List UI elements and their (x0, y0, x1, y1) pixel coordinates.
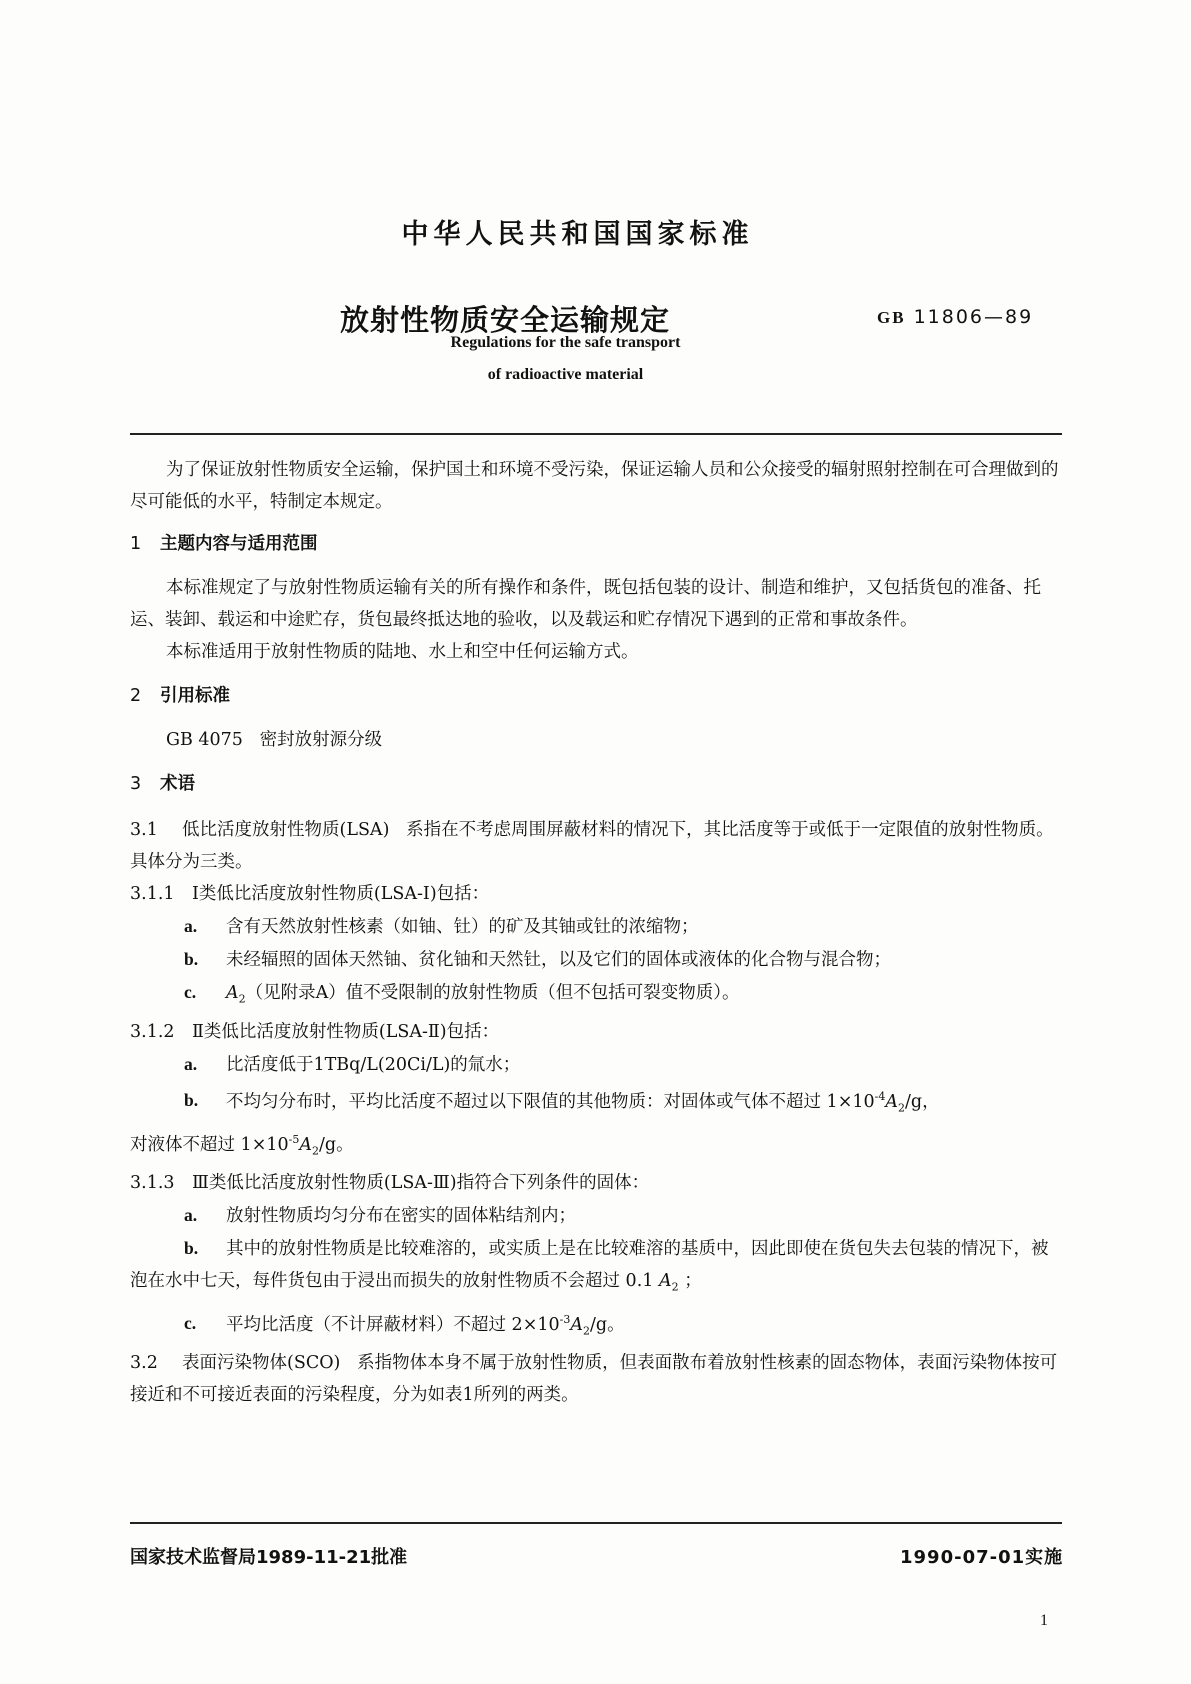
clause-3-1-1-text: Ⅰ类低比活度放射性物质(LSA-Ⅰ)包括： (192, 884, 490, 904)
item-text-tail: /g。 (319, 1134, 354, 1155)
clause-3-1-3-item-a (130, 1199, 1062, 1232)
national-standard-heading: 中华人民共和国国家标准 (401, 219, 754, 250)
a2-symbol: A (570, 1314, 583, 1335)
clause-3-2-term: 表面污染物体(SCO) (182, 1352, 341, 1373)
clause-3-1-3-text: Ⅲ类低比活度放射性物质(LSA-Ⅲ)指符合下列条件的固体： (192, 1173, 650, 1194)
item-label: b. (184, 1090, 199, 1111)
item-text-tail: /g， (905, 1091, 940, 1112)
standard-code-number: 11806—89 (913, 306, 1034, 328)
standard-code-prefix: GB (877, 308, 906, 327)
clause-3-1-number: 3.1 (130, 820, 158, 840)
intro-paragraph: 为了保证放射性物质安全运输，保护国土和环境不受污染，保证运输人员和公众接受的辐射照射控制在可合理做到的尽可能低的水平，特制定本规定。 (130, 460, 1059, 512)
a2-symbol: A (226, 983, 239, 1003)
item-label: a. (184, 1205, 198, 1226)
header-divider (130, 433, 1062, 435)
clause-3-1-1 (130, 878, 1062, 910)
document-title: 放射性物质安全运输规定 (340, 303, 671, 337)
item-text: 比活度低于1TBq/L(20Ci/L)的氚水； (226, 1054, 521, 1075)
clause-3-2 (130, 1347, 1062, 1411)
exponent: -3 (559, 1312, 571, 1326)
section-2-title: 引用标准 (160, 686, 230, 706)
exponent: -4 (874, 1089, 886, 1103)
a2-symbol: A (885, 1091, 898, 1112)
effective-date-note: 1990-07-01实施 (900, 1547, 1064, 1568)
a2-symbol: A (658, 1271, 672, 1292)
item-text: 不均匀分布时，平均比活度不超过以下限值的其他物质：对固体或气体不超过 1×10 (226, 1091, 875, 1112)
footer-divider (130, 1522, 1062, 1524)
clause-3-1-1-item-a (130, 910, 1062, 943)
item-label: b. (184, 1238, 199, 1259)
section-1-heading (130, 528, 1062, 560)
section-2-number: 2 (130, 686, 142, 706)
document-body (130, 454, 1062, 1411)
clause-3-1-2-text: Ⅱ类低比活度放射性物质(LSA-Ⅱ)包括： (192, 1021, 500, 1042)
item-text-tail: /g。 (590, 1314, 625, 1335)
clause-3-2-text: 系指物体本身不属于放射性物质，但表面散布着放射性核素的固态物体，表面污染物体按可接近和不可接近表面的污染程度，分为如表1所列的两类。 (130, 1352, 1058, 1405)
clause-3-1-3-number: 3.1.3 (130, 1173, 175, 1194)
item-label: c. (184, 1313, 197, 1334)
item-label: a. (184, 916, 198, 936)
section-3-number: 3 (130, 774, 142, 794)
clause-3-2-number: 3.2 (130, 1352, 158, 1373)
section-1-paragraph-1: 本标准规定了与放射性物质运输有关的所有操作和条件，既包括包装的设计、制造和维护，又包括货包的准备、托运、装卸、载运和中途贮存，货包最终抵达地的验收，以及载运和贮存情况下遇到的正常和事故条件。 (130, 578, 1041, 630)
section-1-paragraph-2: 本标准适用于放射性物质的陆地、水上和空中任何运输方式。 (166, 642, 639, 662)
clause-3-1-2-item-b-continued: 对液体不超过 $1\times 10^{-5}A_2/g$。 (130, 1132, 354, 1158)
clause-3-1 (130, 814, 1062, 878)
english-title-line1: Regulations for the safe transport (450, 334, 681, 351)
page-number: 1 (1040, 1612, 1048, 1629)
item-text: 对液体不超过 1×10 (130, 1134, 289, 1155)
clause-3-1-term: 低比活度放射性物质(LSA) (182, 820, 390, 840)
reference-title: 密封放射源分级 (259, 730, 383, 750)
english-title-line2: of radioactive material (487, 366, 644, 383)
clause-3-1-2 (130, 1016, 1062, 1048)
clause-3-1-1-item-c: c. $A_2$（见附录A）值不受限制的放射性物质（但不包括可裂变物质）。 (130, 976, 1062, 1016)
item-text-tail: ； (684, 1271, 702, 1292)
clause-3-1-1-item-b (130, 943, 1062, 976)
clause-3-1-2-number: 3.1.2 (130, 1021, 175, 1042)
section-1-title: 主题内容与适用范围 (160, 534, 318, 554)
item-label: c. (184, 982, 197, 1002)
item-text: 平均比活度（不计屏蔽材料）不超过 2×10 (226, 1314, 560, 1335)
section-3-heading (130, 768, 1062, 800)
standard-code (877, 306, 1033, 328)
clause-3-1-2-item-b: b. 不均匀分布时，平均比活度不超过以下限值的其他物质：对固体或气体不超过 $1\times 10^{-4}A_2/g$， (130, 1081, 1062, 1124)
exponent: -5 (288, 1132, 300, 1146)
clause-3-1-2-item-a (130, 1048, 1062, 1081)
section-1-number: 1 (130, 534, 142, 554)
item-label: b. (184, 949, 199, 969)
reference-entry (130, 724, 1062, 756)
item-label: a. (184, 1053, 198, 1074)
clause-3-1-text: 系指在不考虑周围屏蔽材料的情况下，其比活度等于或低于一定限值的放射性物质。具体分为三类。 (130, 820, 1054, 872)
item-text: 其中的放射性物质是比较难溶的，或实质上是在比较难溶的基质中，因此即使在货包失去包装的情况下，被泡在水中七天，每件货包由于浸出而损失的放射性物质不会超过 0.1 (130, 1239, 1049, 1292)
clause-3-1-3 (130, 1167, 1062, 1199)
a2-symbol: A (299, 1134, 312, 1155)
reference-code: GB 4075 (166, 730, 243, 750)
item-text: 放射性物质均匀分布在密实的固体粘结剂内； (226, 1206, 576, 1227)
clause-3-1-1-number: 3.1.1 (130, 884, 175, 904)
clause-3-1-3-item-b: b. 其中的放射性物质是比较难溶的，或实质上是在比较难溶的基质中，因此即使在货包失去包装的情况下，被泡在水中七天，每件货包由于浸出而损失的放射性物质不会超过 0.1 $A_2$ ； (130, 1232, 1062, 1304)
approval-note: 国家技术监督局1989-11-21批准 (130, 1547, 408, 1568)
item-text: （见附录A）值不受限制的放射性物质（但不包括可裂变物质）。 (245, 983, 740, 1003)
item-text: 含有天然放射性核素（如铀、钍）的矿及其铀或钍的浓缩物； (226, 917, 699, 937)
clause-3-1-3-item-c: c. 平均比活度（不计屏蔽材料）不超过 $2\times 10^{-3}A_2/g$。 (130, 1304, 1062, 1347)
section-3-title: 术语 (160, 774, 195, 794)
item-text: 未经辐照的固体天然铀、贫化铀和天然钍，以及它们的固体或液体的化合物与混合物； (226, 950, 891, 970)
section-2-heading (130, 680, 1062, 712)
